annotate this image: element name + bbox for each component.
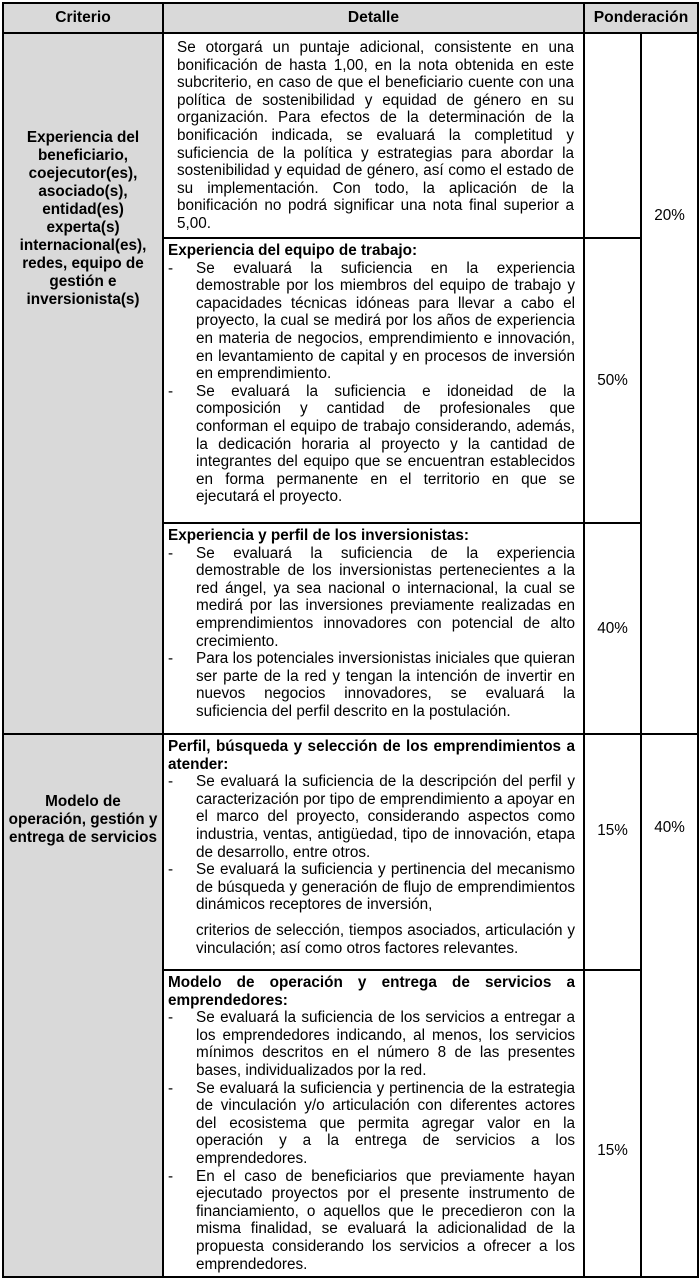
bullet-item: [168, 383, 575, 506]
bullet-text: Se evaluará la suficiencia en la experiencia demostrable por los miembros del equipo de trabajo y capacidades técnicas idóneas para llevar a cabo el proyecto, la cual se medirá por los años de experiencia en materia de negocios, emprendimiento e innovación, en levantamiento de capital y en procesos de inversión en emprendimiento.: [196, 259, 575, 383]
bullet-text: Se evaluará la suficiencia de la descripción del perfil y caracterización por tipo de emprendimiento a apoyar en el marco del proyecto, considerando aspectos como industria, ventas, antigüedad, tipo de innovación, etapa de desarrollo, entre otros.: [196, 773, 575, 861]
weight-value: 50%: [597, 371, 628, 389]
total-weight-value: 40%: [654, 819, 685, 836]
weight-cell-modelo-operacion: [584, 970, 641, 1277]
header-cell-ponderacion: Ponderación: [584, 3, 698, 33]
weight-cell-perfil: [584, 734, 641, 970]
table-header-row: [3, 3, 698, 33]
detail-cell-perfil-busqueda: [163, 734, 584, 970]
weight-value: 40%: [597, 619, 628, 637]
bullet-marker: -: [168, 259, 174, 277]
bullet-item: [168, 545, 575, 651]
bullet-marker: -: [168, 1167, 174, 1185]
detail-cell-bonificacion: [163, 33, 584, 238]
table-row: [3, 734, 698, 970]
bullet-marker: -: [168, 650, 174, 668]
bullet-marker: -: [168, 861, 174, 879]
bullet-item: [168, 1168, 575, 1274]
total-weight-cell-modelo: [641, 734, 698, 1277]
criterio-text: Experiencia del beneficiario, coejecutor(es), asociado(s), entidad(es) experta(s) internacional(es), redes, equipo de gestión e inversionista(s): [19, 129, 147, 308]
detail-cell-equipo-trabajo: [163, 238, 584, 523]
bullet-item: [168, 1080, 575, 1168]
weight-cell-inversionistas: [584, 523, 641, 734]
detail-heading: Experiencia del equipo de trabajo:: [168, 242, 418, 259]
weight-cell-equipo: [584, 238, 641, 523]
bullet-text: Para los potenciales inversionistas iniciales que quieran ser parte de la red y tengan la intención de invertir en nuevos negocios innovadores, se evaluará la suficiencia del perfil descrito en la postulación.: [196, 650, 575, 720]
bullet-text: Se evaluará la suficiencia y pertinencia de la estrategia de vinculación y/o articulación con diferentes actores del ecosistema que permita agregar valor en la operación y a la entrega de servicios a los emprendedores.: [196, 1079, 575, 1167]
bullet-item: [168, 861, 575, 914]
bullet-marker: -: [168, 1079, 174, 1097]
weight-value: 15%: [597, 822, 628, 840]
detail-paragraph: Se otorgará un puntaje adicional, consistente en una bonificación de hasta 1,00, en la nota obtenida en este subcriterio, en caso de que el beneficiario cuente con una política de sostenibilidad y equidad de género en su organización. Para efectos de la determinación de la bonificación indicada, se evaluará la completitud y suficiencia de la política y estrategias para abordar la sostenibilidad y equidad de género, así como el estado de su implementación. Con todo, la aplicación de la bonificación no podrá significar una nota final superior a 5,00.: [177, 39, 574, 232]
bullet-marker: -: [168, 544, 174, 562]
bullet-marker: -: [168, 1009, 174, 1027]
bullet-item: [168, 773, 575, 861]
bullet-text: Se evaluará la suficiencia e idoneidad de la composición y cantidad de profesionales que conforman el equipo de trabajo considerando, además, la dedicación horaria al proyecto y la cantidad de integrantes del equipo que se encuentran establecidos en forma permanente en el territorio en que se ejecutará el proyecto.: [196, 382, 575, 506]
bullet-text: Se evaluará la suficiencia de la experiencia demostrable de los inversionistas pertenecientes a la red ángel, ya sea nacional o internacional, la cual se medirá por las inversiones previamente realizadas en emprendimientos innovadores con potencial de alto crecimiento.: [196, 544, 575, 650]
bullet-text: En el caso de beneficiarios que previamente hayan ejecutado proyectos por el presente instrumento de financiamiento, o aquellos que le precedieron con la misma finalidad, se evaluará la adicionalidad de la propuesta considerando los servicios a ofrecer a los emprendedores.: [196, 1167, 575, 1273]
bullet-text: Se evaluará la suficiencia y pertinencia del mecanismo de búsqueda y generación de flujo de emprendimientos dinámicos receptores de inversión,: [196, 861, 575, 914]
total-weight-cell-experiencia: [641, 33, 698, 734]
detail-cell-inversionistas: [163, 523, 584, 734]
detail-heading: Experiencia y perfil de los inversionistas:: [168, 527, 469, 544]
detail-heading: Modelo de operación y entrega de servicios a emprendedores:: [168, 974, 575, 1009]
header-cell-criterio: Criterio: [3, 3, 163, 33]
evaluation-criteria-table: [2, 2, 699, 1278]
detail-cell-modelo-operacion: [163, 970, 584, 1277]
header-cell-detalle: Detalle: [163, 3, 584, 33]
bullet-item: [168, 650, 575, 720]
weight-cell-empty: [584, 33, 641, 238]
criterio-cell-experiencia: [3, 33, 163, 734]
bullet-continuation: criterios de selección, tiempos asociados, articulación y vinculación; así como otros factores relevantes.: [196, 921, 575, 957]
total-weight-value: 20%: [654, 207, 685, 224]
bullet-item: [168, 1009, 575, 1079]
bullet-text: Se evaluará la suficiencia de los servicios a entregar a los emprendedores indicando, al menos, los servicios mínimos descritos en el número 8 de las presentes bases, individualizados por la red.: [196, 1009, 575, 1079]
bullet-marker: -: [168, 382, 174, 400]
weight-value: 15%: [597, 1142, 628, 1159]
bullet-marker: -: [168, 773, 174, 791]
criterio-cell-modelo: [3, 734, 163, 1277]
bullet-item: [168, 260, 575, 383]
detail-heading: Perfil, búsqueda y selección de los emprendimientos a atender:: [168, 738, 575, 773]
table-row: [3, 33, 698, 238]
criterio-text: Modelo de operación, gestión y entrega de servicios: [8, 793, 158, 846]
